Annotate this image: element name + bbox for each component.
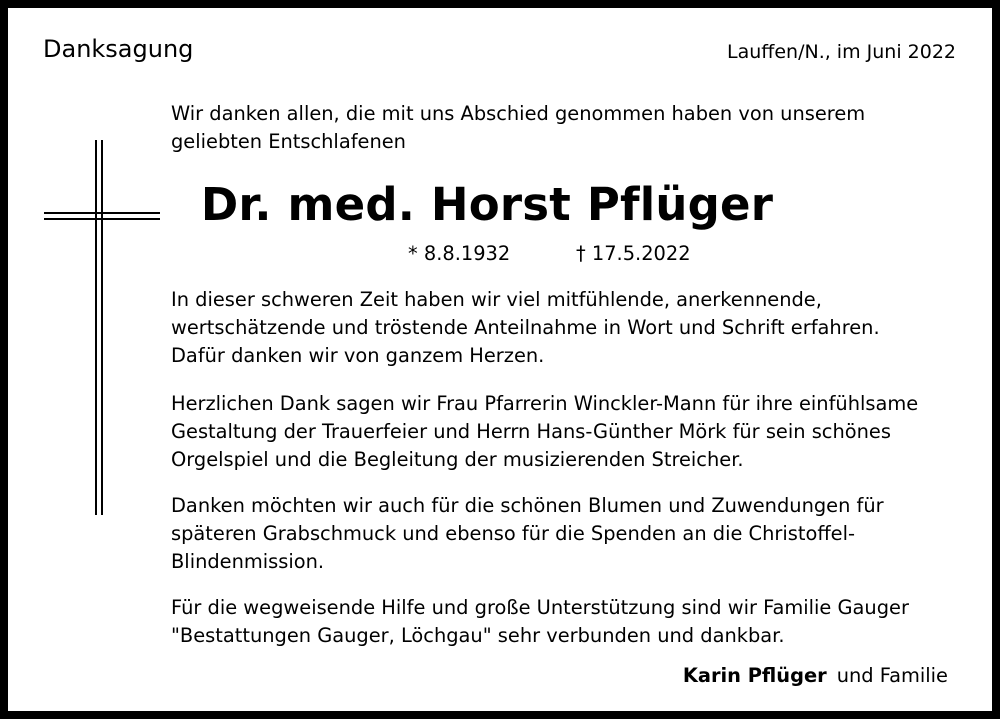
place-date: Lauffen/N., im Juni 2022 bbox=[726, 41, 956, 63]
death-date: † 17.5.2022 bbox=[576, 242, 691, 265]
paragraph-line: Danken möchten wir auch für die schönen Blumen und Zuwendungen für bbox=[171, 494, 884, 517]
paragraph-line: Orgelspiel und die Begleitung der musizierenden Streicher. bbox=[171, 448, 744, 471]
cross-horizontal-line-bottom bbox=[44, 218, 160, 220]
paragraph-line: Herzlichen Dank sagen wir Frau Pfarrerin Winckler-Mann für ihre einfühlsame bbox=[171, 392, 919, 415]
cross-icon bbox=[44, 140, 160, 515]
paragraph-line: späteren Grabschmuck und ebenso für die Spenden an die Christoffel- bbox=[171, 522, 855, 545]
paragraph-thanks-ceremony bbox=[171, 390, 918, 474]
paragraph-line: Für die wegweisende Hilfe und große Unterstützung sind wir Familie Gauger bbox=[171, 596, 909, 619]
paragraph-line: Dafür danken wir von ganzem Herzen. bbox=[171, 344, 545, 367]
paragraph-line: "Bestattungen Gauger, Löchgau" sehr verbunden und dankbar. bbox=[171, 624, 785, 647]
cross-vertical-line-right bbox=[101, 140, 103, 515]
cross-horizontal-line-top bbox=[44, 212, 160, 214]
paragraph-line: In dieser schweren Zeit haben wir viel mitfühlende, anerkennende, bbox=[171, 288, 822, 311]
cross-vertical-line-left bbox=[95, 140, 97, 515]
deceased-name: Dr. med. Horst Pflüger bbox=[200, 178, 774, 231]
signature-name: Karin Pflüger bbox=[682, 664, 827, 687]
paragraph-thanks-undertaker bbox=[171, 594, 909, 650]
signature bbox=[683, 662, 948, 690]
paragraph-line: Blindenmission. bbox=[171, 550, 325, 573]
intro-paragraph bbox=[171, 100, 971, 156]
intro-line: geliebten Entschlafenen bbox=[171, 130, 406, 153]
intro-line: Wir danken allen, die mit uns Abschied genommen haben von unserem bbox=[171, 102, 866, 125]
birth-date: * 8.8.1932 bbox=[408, 242, 511, 265]
signature-suffix: und Familie bbox=[836, 664, 948, 687]
paragraph-line: Gestaltung der Trauerfeier und Herrn Hans-Günther Mörk für sein schönes bbox=[171, 420, 891, 443]
paragraph-sympathy bbox=[171, 286, 880, 370]
paragraph-line: wertschätzende und tröstende Anteilnahme in Wort und Schrift erfahren. bbox=[171, 316, 880, 339]
paragraph-thanks-flowers bbox=[171, 492, 884, 576]
notice-heading: Danksagung bbox=[43, 35, 194, 63]
